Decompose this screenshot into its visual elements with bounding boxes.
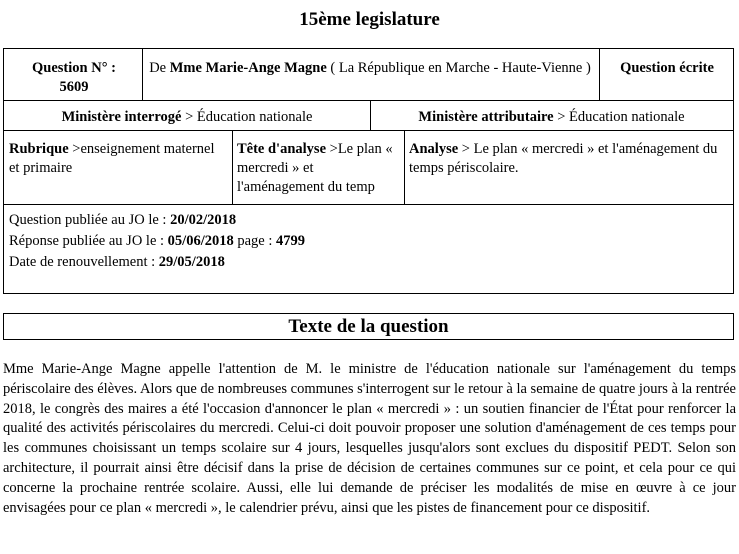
rubrique-value: >enseignement maternel et primaire [9,141,215,176]
page-number: 4799 [276,233,306,249]
author-cell [146,59,594,78]
renouvellement-line [9,252,709,273]
question-type: Question écrite [620,60,714,76]
question-number-label: Question N° : [32,60,116,76]
ministere-interroge-label: Ministère interrogé [61,109,182,125]
dates-cell [9,210,709,273]
analyse-label: Analyse [409,141,459,157]
ministere-attributaire-cell [370,108,733,127]
publiee-date: 20/02/2018 [170,212,237,228]
ministere-interroge: > Éducation nationale [181,109,313,125]
author-name: Mme Marie-Ange Magne [169,60,327,76]
author-prefix: De [149,60,170,76]
reponse-label: Réponse publiée au JO le : [9,233,168,249]
ministere-attributaire: > Éducation nationale [553,109,685,125]
question-number-cell [10,59,138,97]
author-group: ( La République en Marche - Haute-Vienne ) [326,60,591,76]
page-label: page : [233,233,277,249]
texte-question-header: Texte de la question [3,313,734,340]
question-number: 5609 [59,79,89,95]
question-text: Mme Marie-Ange Magne appelle l'attention de M. le ministre de l'éducation nationale sur l'aménagement du temps périscolaire des élèves. Alors que de nombreuses communes s'interrogent sur le retour à la semaine de quatre jours à la rentrée 2018, le congrès des maires a été l'occasion d'annoncer le plan « mercredi » : un soutien financier de l'État pour renforcer la qualité des activités périscolaires du mercredi. Celui-ci doit pouvoir proposer une solution d'aménagement de ces temps pour les communes choisissant un temps scolaire sur 4 jours, lesquelles jusqu'alors sont exclues du dispositif PEDT. Selon son architecture, il pourrait ainsi être décisif dans la prise de décision de certaines communes sur ce point, et cela pour ce qui concerne la prochaine rentrée scolaire. Aussi, elle lui demande de préciser les modalités de mise en œuvre à ce jour envisagées pour ce plan « mercredi », le calendrier prévu, ainsi que les pistes de financement pour ce dispositif. [3,361,736,516]
tete-analyse-value: >Le plan « mercredi » et l'aménagement du temp [237,141,393,195]
renouvellement-label: Date de renouvellement : [9,254,159,270]
page-title: 15ème legislature [299,9,440,30]
ministere-attributaire-label: Ministère attributaire [418,109,554,125]
analyse-cell [409,140,731,178]
rubrique-label: Rubrique [9,141,69,157]
rubrique-cell [9,140,227,178]
ministere-interroge-cell [4,108,370,127]
tete-analyse-cell [237,140,402,197]
reponse-date: 05/06/2018 [167,233,234,249]
question-publiee-line [9,210,709,231]
tete-analyse-label: Tête d'analyse [237,141,327,157]
reponse-publiee-line [9,231,709,252]
publiee-label: Question publiée au JO le : [9,212,171,228]
analyse-value: > Le plan « mercredi » et l'aménagement du temps périscolaire. [409,141,718,176]
question-info-table [3,48,734,294]
renouvellement-date: 29/05/2018 [158,254,225,270]
